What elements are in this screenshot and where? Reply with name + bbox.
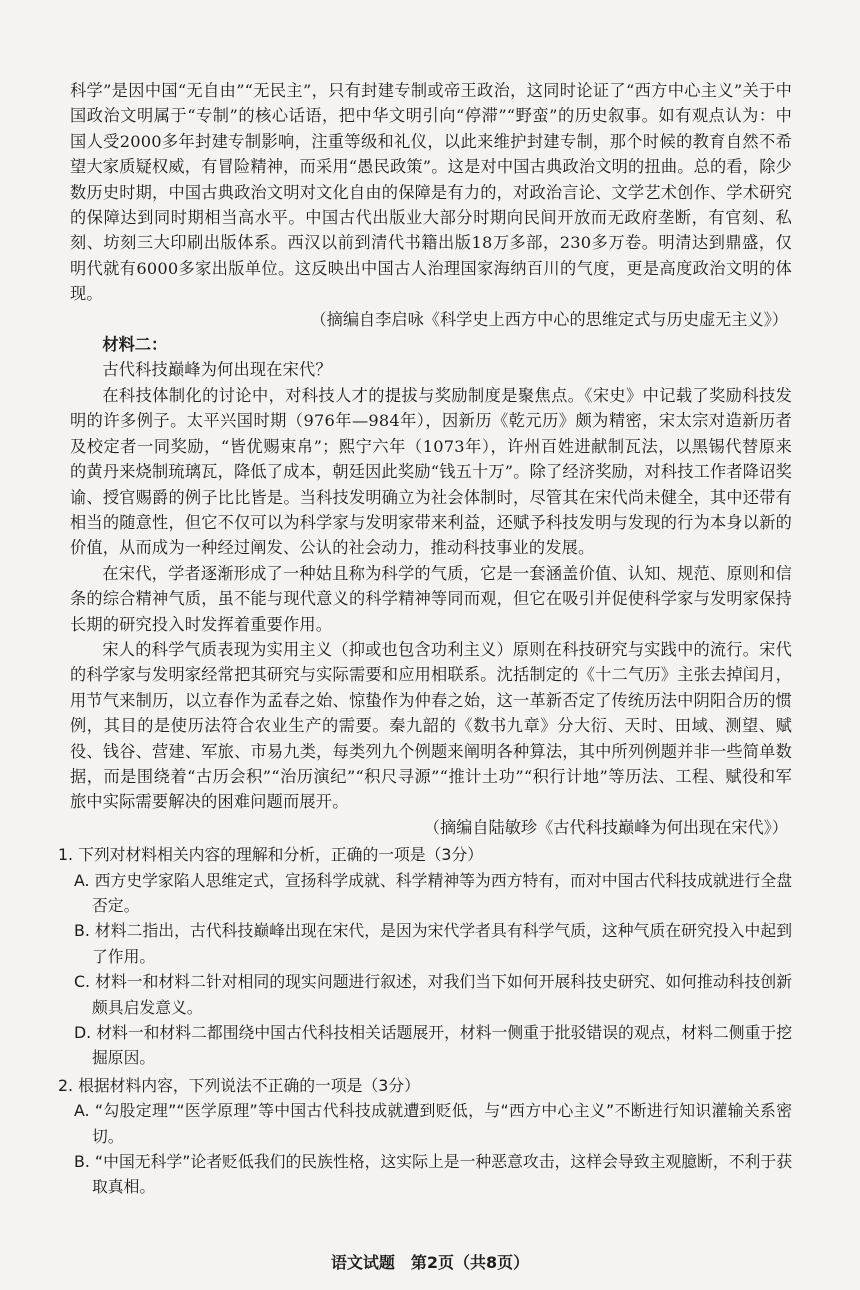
- question-2: [58, 1073, 792, 1200]
- question-option-b: B. “中国无科学”论者贬低我们的民族性格，这实际上是一种恶意攻击，这样会导致主观臆断，不利于获取真相。: [74, 1152, 792, 1197]
- question-option-a: A. 西方史学家陷人思维定式，宣扬科学成就、科学精神等为西方特有，而对中国古代科技成就进行全盘否定。: [74, 870, 792, 915]
- question-stem: 2. 根据材料内容，下列说法不正确的一项是（3分）: [58, 1075, 420, 1095]
- material1-paragraph: 科学”是因中国“无自由”“无民主”，只有封建专制或帝王政治，这同时论证了“西方中心主义”关于中国政治文明属于“专制”的核心话语，把中华文明引向“停滞”“野蛮”的历史叙事。如有观点认为：中国人受2000多年封建专制影响，注重等级和礼仪，以此来维护封建专制，那个时候的教育自然不希望大家质疑权威，有冒险精神，而采用“愚民政策”。这是对中国古典政治文明的扭曲。总的看，除少数历史时期，中国古典政治文明对文化自由的保障是有力的，对政治言论、文学艺术创作、学术研究的保障达到同时期相当高水平。中国古代出版业大部分时期向民间开放而无政府垄断，有官刻、私刻、坊刻三大印刷出版体系。西汉以前到清代书籍出版18万多部，230多万卷。明清达到鼎盛，仅明代就有6000多家出版单位。这反映出中国古人治理国家海纳百川的气度，更是高度政治文明的体现。: [70, 81, 792, 304]
- question-option-d: D. 材料一和材料二都围绕中国古代科技相关话题展开，材料一侧重于批驳错误的观点，材料二侧重于挖掘原因。: [74, 1023, 792, 1068]
- question-option-c: C. 材料一和材料二针对相同的现实问题进行叙述，对我们当下如何开展科技史研究、如何推动科技创新颇具启发意义。: [74, 972, 792, 1017]
- material2-paragraph: 在宋代，学者逐渐形成了一种姑且称为科学的气质，它是一套涵盖价值、认知、规范、原则和信条的综合精神气质，虽不能与现代意义的科学精神等同而观，但它在吸引并促使科学家与发明家保持长期的研究投入时发挥着重要作用。: [70, 563, 792, 634]
- question-1: [58, 842, 792, 1071]
- material1-source: （摘编自李启咏《科学史上西方中心的思维定式与历史虚无主义》）: [310, 309, 788, 329]
- question-stem: 1. 下列对材料相关内容的理解和分析，正确的一项是（3分）: [58, 845, 484, 865]
- question-option-b: B. 材料二指出，古代科技巅峰出现在宋代，是因为宋代学者具有科学气质，这种气质在研究投入中起到了作用。: [74, 921, 792, 966]
- question-option-a: A. “勾股定理”“医学原理”等中国古代科技成就遭到贬低，与“西方中心主义”不断进行知识灌输关系密切。: [74, 1101, 792, 1146]
- material2-paragraph: 宋人的科学气质表现为实用主义（抑或也包含功利主义）原则在科技研究与实践中的流行。宋代的科学家与发明家经常把其研究与实际需要和应用相联系。沈括制定的《十二气历》主张去掉闰月，用节气来制历，以立春作为孟春之始、惊蛰作为仲春之始，这一革新否定了传统历法中阴阳合历的惯例，其目的是使历法符合农业生产的需要。秦九韶的《数书九章》分大衍、天时、田域、测望、赋役、钱谷、营建、军旅、市易九类，每类列九个例题来阐明各种算法，其中所列例题并非一些简单数据，而是围绕着“古历会积”“治历演纪”“积尺寻源”“推计土功”“积行计地”等历法、工程、赋役和军旅中实际需要解决的困难问题而展开。: [70, 639, 792, 812]
- material2-title-line: 古代科技巅峰为何出现在宋代？: [102, 360, 332, 380]
- page-footer: 语文试题 第2页（共8页）: [330, 1253, 530, 1272]
- material2-paragraph: 在科技体制化的讨论中，对科技人才的提拔与奖励制度是聚焦点。《宋史》中记载了奖励科技发明的许多例子。太平兴国时期（976年—984年），因新历《乾元历》颇为精密，宋太宗对造新历者及校定者一同奖励，“皆优赐束帛”；熙宁六年（1073年），许州百姓进献制瓦法，以黑锡代替原来的黄丹来烧制琉璃瓦，降低了成本，朝廷因此奖励“钱五十万”。除了经济奖励，对科技工作者降诏奖谕、授官赐爵的例子比比皆是。当科技发明确立为社会体制时，尽管其在宋代尚未健全，其中还带有相当的随意性，但它不仅可以为科学家与发明家带来利益，还赋予科技发明与发现的行为本身以新的价值，从而成为一种经过阐发、公认的社会动力，推动科技事业的发展。: [70, 385, 792, 558]
- material2-heading: 材料二：: [102, 335, 168, 355]
- material2-source: （摘编自陆敏珍《古代科技巅峰为何出现在宋代》）: [423, 817, 788, 837]
